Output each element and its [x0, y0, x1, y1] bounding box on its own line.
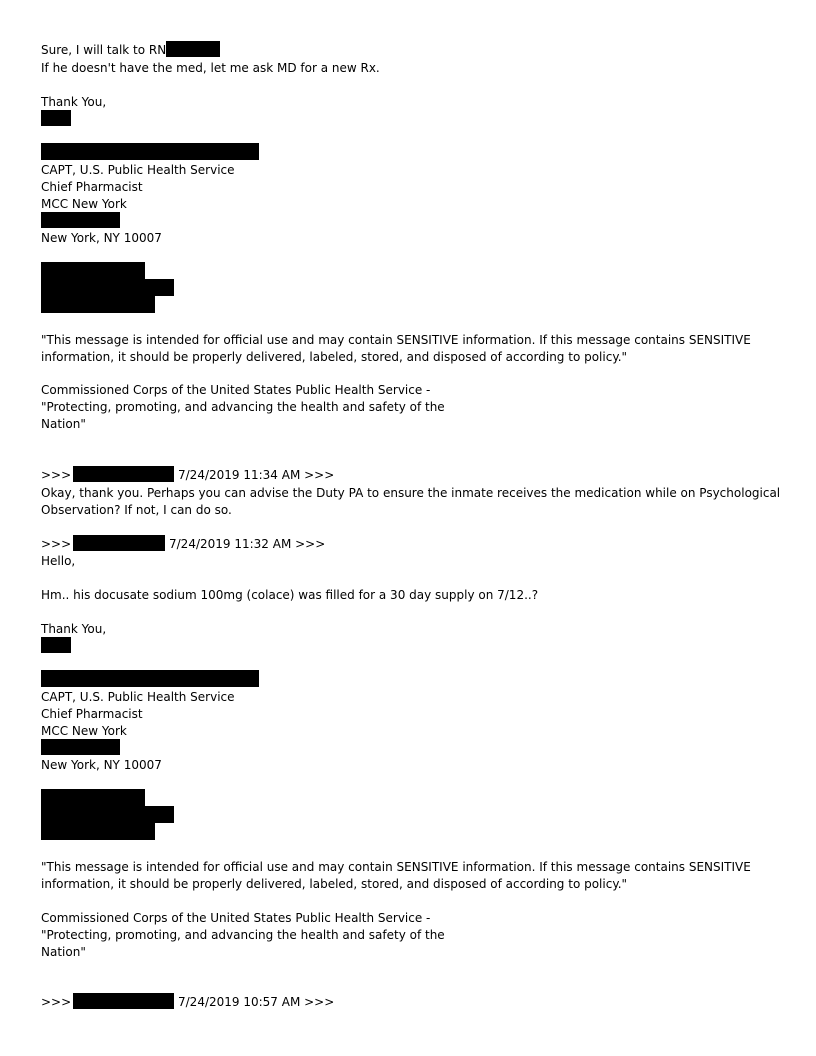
quote-meta: 7/24/2019 10:57 AM >>> — [178, 995, 335, 1009]
redaction-box — [41, 806, 174, 823]
disclaimer-line-1: "This message is intended for official use and may contain SENSITIVE information. If this message contains SENSITIVE — [41, 333, 751, 347]
redaction-box — [41, 143, 259, 160]
redaction-box — [73, 535, 165, 551]
redaction-box — [166, 41, 220, 57]
redaction-box — [73, 466, 174, 482]
quoted1-line-2: Observation? If not, I can do so. — [41, 503, 232, 517]
signature-org: MCC New York — [41, 724, 127, 738]
redaction-box — [41, 296, 155, 313]
redaction-box — [41, 212, 120, 228]
quote-meta: 7/24/2019 11:32 AM >>> — [169, 537, 326, 551]
motto-line-3: Nation" — [41, 945, 86, 959]
redaction-box — [41, 739, 120, 755]
reply-line-1: Sure, I will talk to RN — [41, 43, 167, 57]
disclaimer-line-2: information, it should be properly delivered, labeled, stored, and disposed of according to policy." — [41, 877, 628, 891]
signature-title: CAPT, U.S. Public Health Service — [41, 690, 235, 704]
quoted1-line-1: Okay, thank you. Perhaps you can advise the Duty PA to ensure the inmate receives the medication while on Psychological — [41, 486, 781, 500]
motto-line-2: "Protecting, promoting, and advancing the health and safety of the — [41, 928, 445, 942]
redaction-box — [41, 279, 174, 296]
signature-title: CAPT, U.S. Public Health Service — [41, 163, 235, 177]
motto-line-1: Commissioned Corps of the United States Public Health Service - — [41, 383, 431, 397]
redaction-box — [41, 823, 155, 840]
signature-city: New York, NY 10007 — [41, 758, 162, 772]
motto-line-3: Nation" — [41, 417, 86, 431]
quote-prefix: >>> — [41, 468, 72, 482]
redaction-box — [73, 993, 174, 1009]
signoff: Thank You, — [41, 622, 107, 636]
quoted2-greeting: Hello, — [41, 554, 76, 568]
redaction-box — [41, 789, 145, 806]
signature-org: MCC New York — [41, 197, 127, 211]
reply-line-2: If he doesn't have the med, let me ask MD for a new Rx. — [41, 61, 380, 75]
signature-role: Chief Pharmacist — [41, 180, 143, 194]
signature-role: Chief Pharmacist — [41, 707, 143, 721]
signoff: Thank You, — [41, 95, 107, 109]
motto-line-1: Commissioned Corps of the United States Public Health Service - — [41, 911, 431, 925]
redaction-box — [41, 262, 145, 279]
quoted2-body: Hm.. his docusate sodium 100mg (colace) was filled for a 30 day supply on 7/12..? — [41, 588, 539, 602]
disclaimer-line-1: "This message is intended for official use and may contain SENSITIVE information. If this message contains SENSITIVE — [41, 860, 751, 874]
quote-prefix: >>> — [41, 537, 72, 551]
motto-line-2: "Protecting, promoting, and advancing the health and safety of the — [41, 400, 445, 414]
redaction-box — [41, 110, 71, 126]
disclaimer-line-2: information, it should be properly delivered, labeled, stored, and disposed of according to policy." — [41, 350, 628, 364]
redaction-box — [41, 637, 71, 653]
redaction-box — [41, 670, 259, 687]
quote-meta: 7/24/2019 11:34 AM >>> — [178, 468, 335, 482]
signature-city: New York, NY 10007 — [41, 231, 162, 245]
quote-prefix: >>> — [41, 995, 72, 1009]
